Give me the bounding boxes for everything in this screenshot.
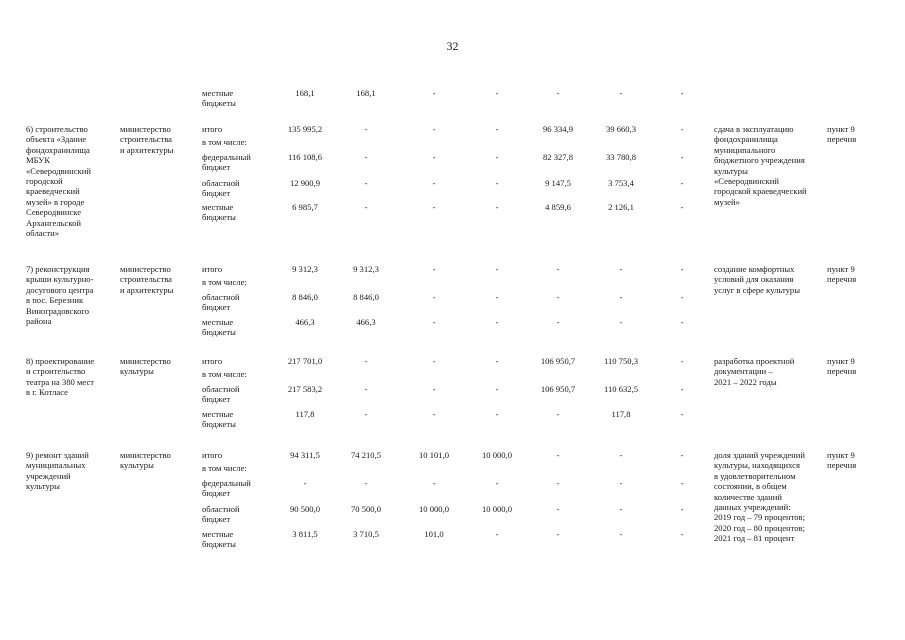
value-cell: 70 500,0 (350, 504, 382, 514)
value-cell: 82 327,8 (542, 152, 574, 162)
value-cell: 94 311,5 (290, 450, 320, 460)
value-cell: - (619, 88, 623, 98)
value-cell: 466,3 (356, 317, 376, 327)
row-subtitle: в том числе: (202, 369, 247, 380)
section-name: 6) строительство объекта «Здание фондохранилища МБУК «Северодвинский городской краеведческий музей» в городе Северодвинске Архангельской области» (26, 124, 91, 239)
row-type-label: местные бюджеты (202, 202, 236, 223)
value-cell: - (680, 356, 684, 366)
value-cell: - (364, 124, 368, 134)
value-cell: - (495, 152, 499, 162)
value-cell: - (680, 124, 684, 134)
section-reference: пункт 9 перечня (827, 356, 857, 377)
row-type-label: местные бюджеты (202, 88, 236, 109)
value-cell: 10 000,0 (481, 450, 513, 460)
value-cell: 3 811,5 (292, 529, 318, 539)
value-cell: 6 985,7 (292, 202, 318, 212)
row-type-label: итого (202, 356, 223, 366)
value-cell: 9 312,3 (292, 264, 318, 274)
value-cell: - (680, 292, 684, 302)
value-cell: - (495, 264, 499, 274)
value-cell: - (495, 356, 499, 366)
section-result: создание комфортных условий для оказания услуг в сфере культуры (714, 264, 800, 295)
row-type-label: областной бюджет (202, 384, 240, 405)
row-type-label: итого (202, 124, 223, 134)
row-subtitle: в том числе: (202, 137, 247, 148)
value-cell: - (680, 409, 684, 419)
value-cell: - (556, 529, 560, 539)
section-executor: министерство культуры (120, 450, 171, 471)
value-cell: - (680, 478, 684, 488)
page-number: 32 (446, 39, 459, 53)
value-cell: - (495, 178, 499, 188)
section-reference: пункт 9 перечня (827, 124, 857, 145)
value-cell: - (619, 264, 623, 274)
value-cell: - (432, 124, 436, 134)
value-cell: 74 210,5 (350, 450, 382, 460)
value-cell: - (364, 478, 368, 488)
value-cell: - (495, 88, 499, 98)
value-cell: - (556, 317, 560, 327)
value-cell: - (432, 88, 436, 98)
value-cell: - (680, 317, 684, 327)
value-cell: 168,1 (356, 88, 376, 98)
value-cell: - (680, 152, 684, 162)
value-cell: 217 701,0 (287, 356, 323, 366)
row-type-label: областной бюджет (202, 292, 240, 313)
value-cell: - (495, 292, 499, 302)
value-cell: - (364, 202, 368, 212)
value-cell: 8 846,0 (292, 292, 318, 302)
row-type-label: местные бюджеты (202, 529, 236, 550)
value-cell: - (432, 152, 436, 162)
value-cell: - (432, 178, 436, 188)
value-cell: - (364, 384, 368, 394)
section-name: 8) проектирование и строительство театра на 380 мест в г. Котласе (26, 356, 95, 398)
value-cell: - (680, 264, 684, 274)
value-cell: 466,3 (295, 317, 315, 327)
value-cell: - (556, 409, 560, 419)
value-cell: 2 126,1 (608, 202, 634, 212)
value-cell: - (619, 450, 623, 460)
value-cell: - (364, 356, 368, 366)
value-cell: - (556, 478, 560, 488)
value-cell: 4 859,6 (545, 202, 571, 212)
value-cell: 135 995,2 (287, 124, 323, 134)
value-cell: - (432, 409, 436, 419)
value-cell: 3 753,4 (608, 178, 634, 188)
value-cell: - (495, 384, 499, 394)
value-cell: 110 750,3 (603, 356, 639, 366)
value-cell: 12 900,9 (289, 178, 321, 188)
value-cell: - (680, 529, 684, 539)
value-cell: - (364, 152, 368, 162)
value-cell: - (680, 88, 684, 98)
value-cell: 168,1 (295, 88, 315, 98)
value-cell: - (432, 202, 436, 212)
value-cell: - (432, 292, 436, 302)
value-cell: 106 950,7 (540, 356, 576, 366)
value-cell: 10 101,0 (418, 450, 450, 460)
value-cell: - (619, 292, 623, 302)
value-cell: 116 108,6 (287, 152, 323, 162)
row-type-label: местные бюджеты (202, 317, 236, 338)
value-cell: 117,8 (295, 409, 315, 419)
row-type-label: итого (202, 264, 223, 274)
row-type-label: областной бюджет (202, 504, 240, 525)
value-cell: - (619, 478, 623, 488)
value-cell: - (495, 478, 499, 488)
value-cell: 3 710,5 (353, 529, 379, 539)
section-reference: пункт 9 перечня (827, 450, 857, 471)
row-type-label: итого (202, 450, 223, 460)
value-cell: - (364, 409, 368, 419)
value-cell: - (556, 504, 560, 514)
value-cell: 101,0 (424, 529, 444, 539)
value-cell: - (680, 178, 684, 188)
value-cell: - (364, 178, 368, 188)
row-subtitle: в том числе: (202, 463, 247, 474)
value-cell: - (432, 264, 436, 274)
value-cell: - (495, 409, 499, 419)
value-cell: - (680, 450, 684, 460)
value-cell: - (432, 384, 436, 394)
value-cell: - (556, 292, 560, 302)
value-cell: - (495, 317, 499, 327)
value-cell: - (556, 450, 560, 460)
value-cell: 90 500,0 (289, 504, 321, 514)
row-type-label: местные бюджеты (202, 409, 236, 430)
section-result: разработка проектной документации – 2021 – 2022 годы (714, 356, 795, 387)
value-cell: - (556, 88, 560, 98)
value-cell: - (680, 504, 684, 514)
value-cell: 9 312,3 (353, 264, 379, 274)
value-cell: - (619, 504, 623, 514)
value-cell: - (495, 529, 499, 539)
value-cell: 39 660,3 (605, 124, 637, 134)
value-cell: 9 147,5 (545, 178, 571, 188)
section-executor: министерство строительства и архитектуры (120, 264, 174, 295)
row-type-label: федеральный бюджет (202, 152, 251, 173)
row-type-label: областной бюджет (202, 178, 240, 199)
value-cell: 110 632,5 (603, 384, 639, 394)
value-cell: 117,8 (611, 409, 631, 419)
value-cell: 217 583,2 (287, 384, 323, 394)
section-reference: пункт 9 перечня (827, 264, 857, 285)
value-cell: - (680, 202, 684, 212)
section-result: доля зданий учреждений культуры, находящихся в удовлетворительном состоянии, в общем количестве зданий данных учреждений: 2019 год – 79 процентов; 2020 год – 80 процентов; 2021 год – 81 процент (714, 450, 805, 544)
section-name: 9) ремонт зданий муниципальных учреждений культуры (26, 450, 89, 492)
value-cell: 10 000,0 (418, 504, 450, 514)
value-cell: 96 334,9 (542, 124, 574, 134)
row-subtitle: в том числе: (202, 277, 247, 288)
value-cell: - (556, 264, 560, 274)
value-cell: - (432, 317, 436, 327)
value-cell: - (495, 124, 499, 134)
value-cell: 106 950,7 (540, 384, 576, 394)
section-executor: министерство культуры (120, 356, 171, 377)
value-cell: - (303, 478, 307, 488)
section-name: 7) реконструкция крыши культурно- досугового центра в пос. Березник Виноградовского района (26, 264, 94, 327)
value-cell: 8 846,0 (353, 292, 379, 302)
value-cell: - (619, 529, 623, 539)
value-cell: - (432, 478, 436, 488)
value-cell: - (680, 384, 684, 394)
value-cell: - (619, 317, 623, 327)
section-executor: министерство строительства и архитектуры (120, 124, 174, 155)
value-cell: - (495, 202, 499, 212)
value-cell: 33 780,8 (605, 152, 637, 162)
row-type-label: федеральный бюджет (202, 478, 251, 499)
value-cell: 10 000,0 (481, 504, 513, 514)
section-result: сдача в эксплуатацию фондохранилища муниципального бюджетного учреждения культуры «Северодвинский городской краеведческий музей» (714, 124, 807, 207)
value-cell: - (432, 356, 436, 366)
